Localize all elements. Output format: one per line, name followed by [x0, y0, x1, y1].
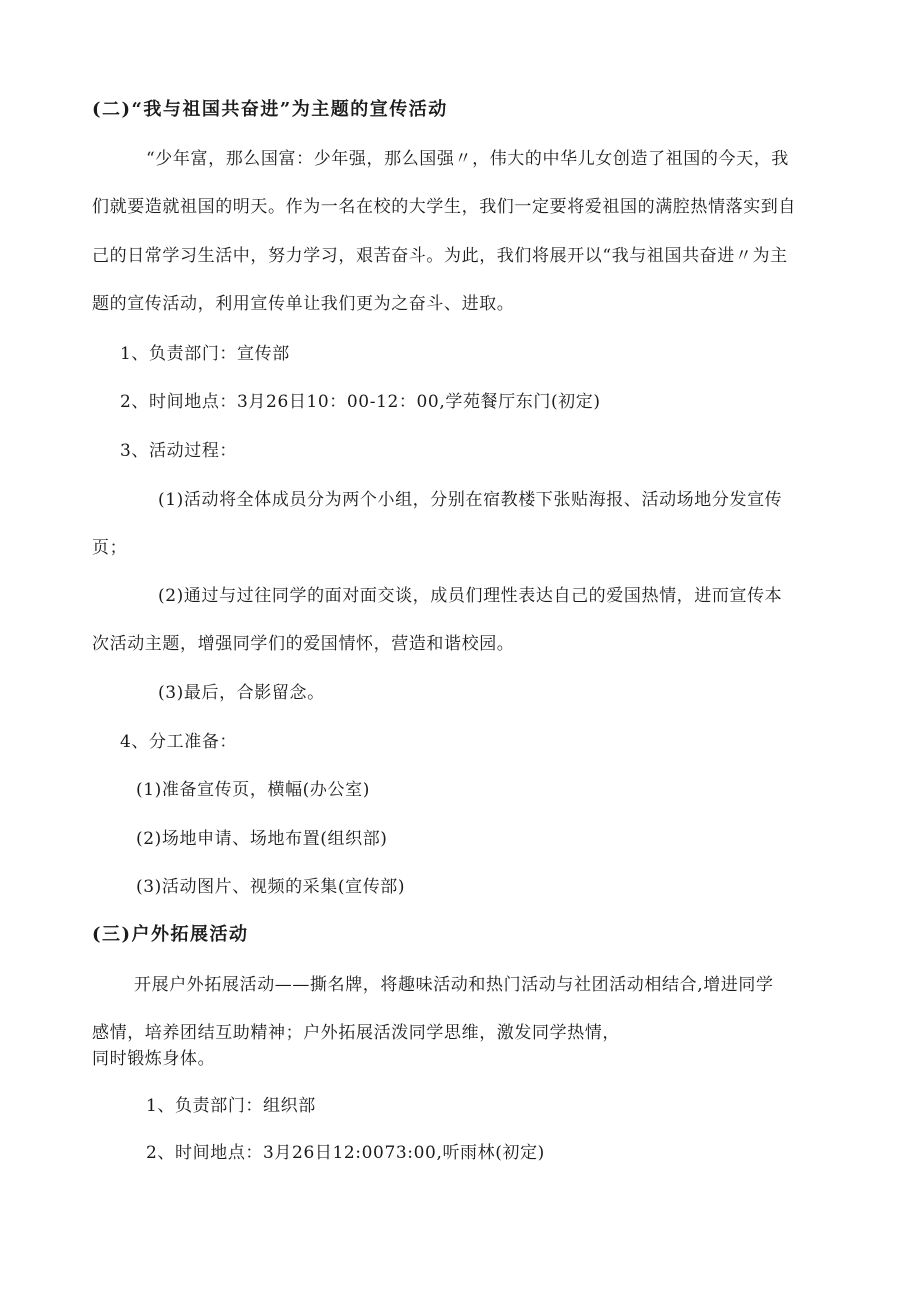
section-heading-promotion: (二)“我与祖国共奋进”为主题的宣传活动 [92, 99, 448, 120]
list-item-dept: 1、负责部门：组织部 [146, 1096, 316, 1116]
paragraph-line: 同时锻炼身体。 [92, 1049, 216, 1069]
list-item-time: 2、时间地点：3月26日10：00-12：00,学苑餐厅东门(初定) [120, 392, 601, 412]
paragraph-line: 开展户外拓展活动——撕名牌，将趣味活动和热门活动与社团活动相结合,增进同学 [134, 975, 774, 995]
paragraph-line: 题的宣传活动，利用宣传单让我们更为之奋斗、进取。 [92, 294, 515, 314]
section-heading-outdoor: (三)户外拓展活动 [92, 924, 249, 945]
process-step-3: (3)最后，合影留念。 [158, 683, 325, 703]
process-step-2: (2)通过与过往同学的面对面交谈，成员们理性表达自己的爱国热情，进而宣传本 [158, 586, 783, 606]
list-item-dept: 1、负责部门：宣传部 [120, 344, 290, 364]
paragraph-line: 己的日常学习生活中，努力学习，艰苦奋斗。为此，我们将展开以“我与祖国共奋进〃为主 [92, 246, 788, 266]
prep-item: (3)活动图片、视频的采集(宣传部) [136, 877, 406, 897]
list-item-time: 2、时间地点：3月26日12:0073:00,听雨林(初定) [146, 1143, 545, 1163]
process-step-1: (1)活动将全体成员分为两个小组，分别在宿教楼下张贴海报、活动场地分发宣传 [158, 490, 783, 510]
paragraph-line: “少年富，那么国富：少年强，那么国强〃，伟大的中华儿女创造了祖国的今天，我 [146, 149, 789, 169]
list-item-prep: 4、分工准备： [120, 732, 238, 752]
process-step-2-cont: 次活动主题，增强同学们的爱国情怀，营造和谐校园。 [92, 634, 515, 654]
process-step-1-cont: 页； [92, 538, 128, 558]
paragraph-line: 感情，培养团结互助精神；户外拓展活泼同学思维，激发同学热情， [92, 1023, 620, 1043]
paragraph-line: 们就要造就祖国的明天。作为一名在校的大学生，我们一定要将爱祖国的满腔热情落实到自 [92, 197, 796, 217]
prep-item: (1)准备宣传页，横幅(办公室) [136, 780, 370, 800]
prep-item: (2)场地申请、场地布置(组织部) [136, 829, 388, 849]
list-item-process: 3、活动过程： [120, 441, 238, 461]
